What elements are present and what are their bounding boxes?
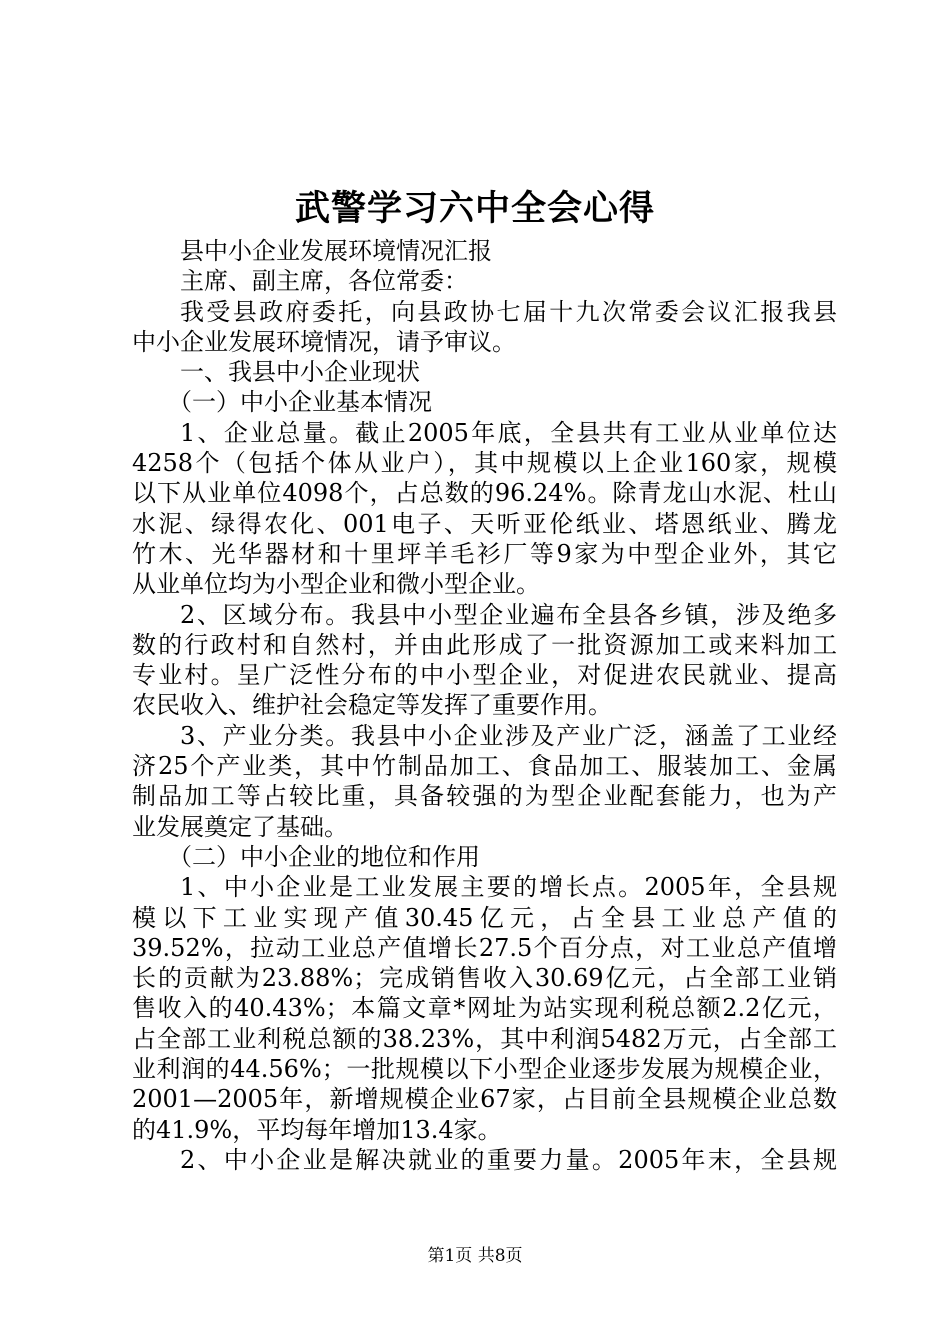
body-line: 3、产业分类。我县中小企业涉及产业广泛，涵盖了工业经	[180, 721, 837, 750]
body-line: 专业村。呈广泛性分布的中小型企业，对促进农民就业、提高	[132, 661, 837, 690]
document-title: 武警学习六中全会心得	[294, 188, 655, 229]
body-line: 一、我县中小企业现状	[180, 358, 420, 387]
body-line: 县中小企业发展环境情况汇报	[180, 237, 492, 265]
body-line: 售收入的40.43%；本篇文章*网址为站实现利税总额2.2亿元，	[132, 994, 837, 1023]
body-line: 1、企业总量。截止2005年底，全县共有工业从业单位达	[180, 418, 837, 447]
body-line: 主席、副主席，各位常委：	[180, 267, 468, 296]
body-line: 39.52%，拉动工业总产值增长27.5个百分点，对工业总产值增	[132, 933, 837, 962]
body-line: （二）中小企业的地位和作用	[168, 842, 480, 871]
body-line: 模以下工业实现产值30.45亿元，占全县工业总产值的	[132, 903, 837, 932]
body-line: 占全部工业利税总额的38.23%，其中利润5482万元，占全部工	[132, 1024, 837, 1053]
body-line: 制品加工等占较比重，具备较强的为型企业配套能力，也为产	[132, 782, 837, 811]
document-body	[132, 236, 837, 1175]
body-line: 业发展奠定了基础。	[132, 812, 348, 841]
body-line: 2、区域分布。我县中小型企业遍布全县各乡镇，涉及绝多	[180, 600, 837, 629]
body-line: 水泥、绿得农化、001电子、天听亚伦纸业、塔恩纸业、腾龙	[132, 509, 837, 538]
body-line: 中小企业发展环境情况，请予审议。	[132, 327, 516, 356]
body-line: 长的贡献为23.88%；完成销售收入30.69亿元，占全部工业销	[132, 964, 837, 993]
body-line: 2、中小企业是解决就业的重要力量。2005年末，全县规	[180, 1145, 837, 1174]
body-line: 以下从业单位4098个，占总数的96.24%。除青龙山水泥、杜山	[132, 479, 837, 508]
body-line: 济25个产业类，其中竹制品加工、食品加工、服装加工、金属	[132, 752, 837, 781]
body-line: 从业单位均为小型企业和微小型企业。	[132, 570, 540, 599]
body-line: 的41.9%，平均每年增加13.4家。	[132, 1115, 502, 1144]
body-line: 4258个（包括个体从业户），其中规模以上企业160家，规模	[132, 449, 837, 478]
body-line: （一）中小企业基本情况	[168, 388, 432, 417]
body-line: 农民收入、维护社会稳定等发挥了重要作用。	[132, 691, 612, 720]
body-line: 竹木、光华器材和十里坪羊毛衫厂等9家为中型企业外，其它	[132, 539, 837, 568]
body-line: 业利润的44.56%；一批规模以下小型企业逐步发展为规模企业，	[132, 1055, 837, 1084]
body-line: 我受县政府委托，向县政协七届十九次常委会议汇报我县	[180, 297, 837, 326]
body-line: 1、中小企业是工业发展主要的增长点。2005年，全县规	[180, 873, 837, 902]
body-line: 数的行政村和自然村，并由此形成了一批资源加工或来料加工	[132, 630, 837, 659]
body-line: 2001—2005年，新增规模企业67家，占目前全县规模企业总数	[132, 1085, 837, 1114]
page-footer: 第1页 共8页	[427, 1246, 523, 1266]
